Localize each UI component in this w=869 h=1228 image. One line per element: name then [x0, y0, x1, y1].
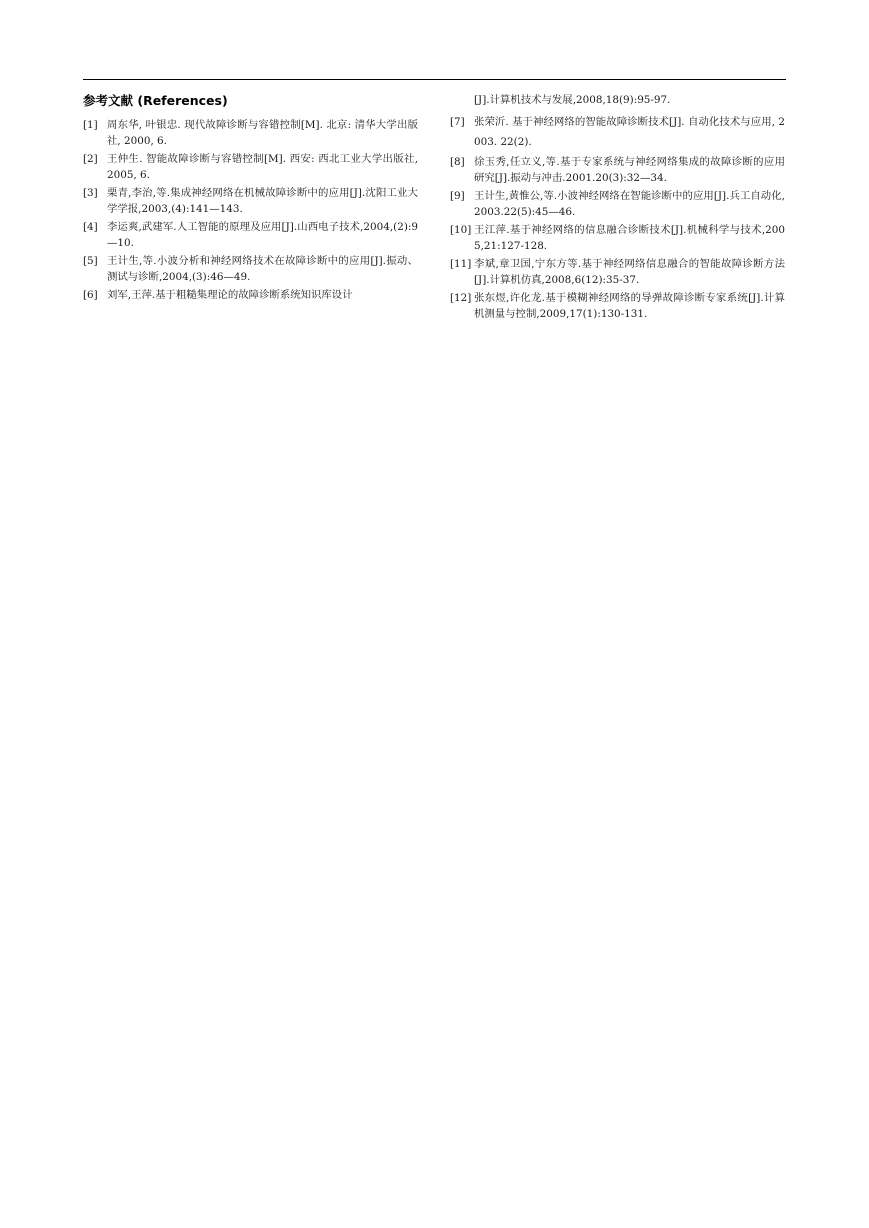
reference-item [450, 256, 785, 288]
reference-item [83, 287, 418, 303]
reference-item [450, 188, 785, 220]
left-column [83, 92, 418, 305]
reference-text: 栗青,李治,等.集成神经网络在机械故障诊断中的应用[J].沈阳工业大学学报,2003,(4):141—143. [107, 187, 418, 215]
reference-text: 李斌,章卫国,宁东方等.基于神经网络信息融合的智能故障诊断方法[J].计算机仿真,2008,6(12):35-37. [474, 258, 785, 286]
reference-item [450, 290, 785, 322]
reference-text: 张荣沂. 基于神经网络的智能故障诊断技术[J]. 自动化技术与应用, 2003. 22(2). [474, 116, 785, 148]
right-column [450, 92, 785, 324]
reference-text: 周东华, 叶银忠. 现代故障诊断与容错控制[M]. 北京: 清华大学出版社, 2000, 6. [107, 119, 418, 147]
reference-number: [7] [450, 116, 465, 128]
reference-text: 张东煜,许化龙.基于模糊神经网络的导弹故障诊断专家系统[J].计算机测量与控制,2009,17(1):130-131. [474, 292, 785, 320]
reference-number: [1] [83, 119, 98, 131]
reference-continuation: [J].计算机技术与发展,2008,18(9):95-97. [474, 94, 671, 106]
reference-number: [11] [450, 258, 472, 270]
reference-text: 王计生,黄惟公,等.小波神经网络在智能诊断中的应用[J].兵工自动化,2003.22(5):45—46. [474, 190, 785, 218]
references-heading: 参考文献 (References) [83, 93, 228, 108]
reference-number: [3] [83, 187, 98, 199]
reference-item [83, 219, 418, 251]
reference-item [83, 185, 418, 217]
reference-item [83, 117, 418, 149]
reference-item [83, 253, 418, 285]
reference-number: [12] [450, 292, 472, 304]
reference-item [450, 154, 785, 186]
reference-text: 王计生,等.小波分析和神经网络技术在故障诊断中的应用[J].振动、测试与诊断,2004,(3):46—49. [107, 255, 418, 283]
reference-number: [4] [83, 221, 98, 233]
reference-item [83, 151, 418, 183]
reference-number: [5] [83, 255, 98, 267]
reference-text: 徐玉秀,任立义,等.基于专家系统与神经网络集成的故障诊断的应用研究[J].振动与冲击.2001.20(3):32—34. [474, 156, 785, 184]
reference-number: [10] [450, 224, 472, 236]
reference-text: 李运爽,武建军.人工智能的原理及应用[J].山西电子技术,2004,(2):9—10. [107, 221, 418, 249]
reference-number: [9] [450, 190, 465, 202]
reference-item [450, 222, 785, 254]
reference-text: 刘军,王萍.基于粗糙集理论的故障诊断系统知识库设计 [107, 289, 353, 301]
reference-text: 王仲生. 智能故障诊断与容错控制[M]. 西安: 西北工业大学出版社, 2005, 6. [107, 153, 418, 181]
reference-number: [6] [83, 289, 98, 301]
reference-item [450, 112, 785, 152]
header-rule [83, 79, 786, 80]
reference-number: [8] [450, 156, 465, 168]
reference-number: [2] [83, 153, 98, 165]
reference-text: 王江萍.基于神经网络的信息融合诊断技术[J].机械科学与技术,2005,21:127-128. [474, 224, 785, 252]
